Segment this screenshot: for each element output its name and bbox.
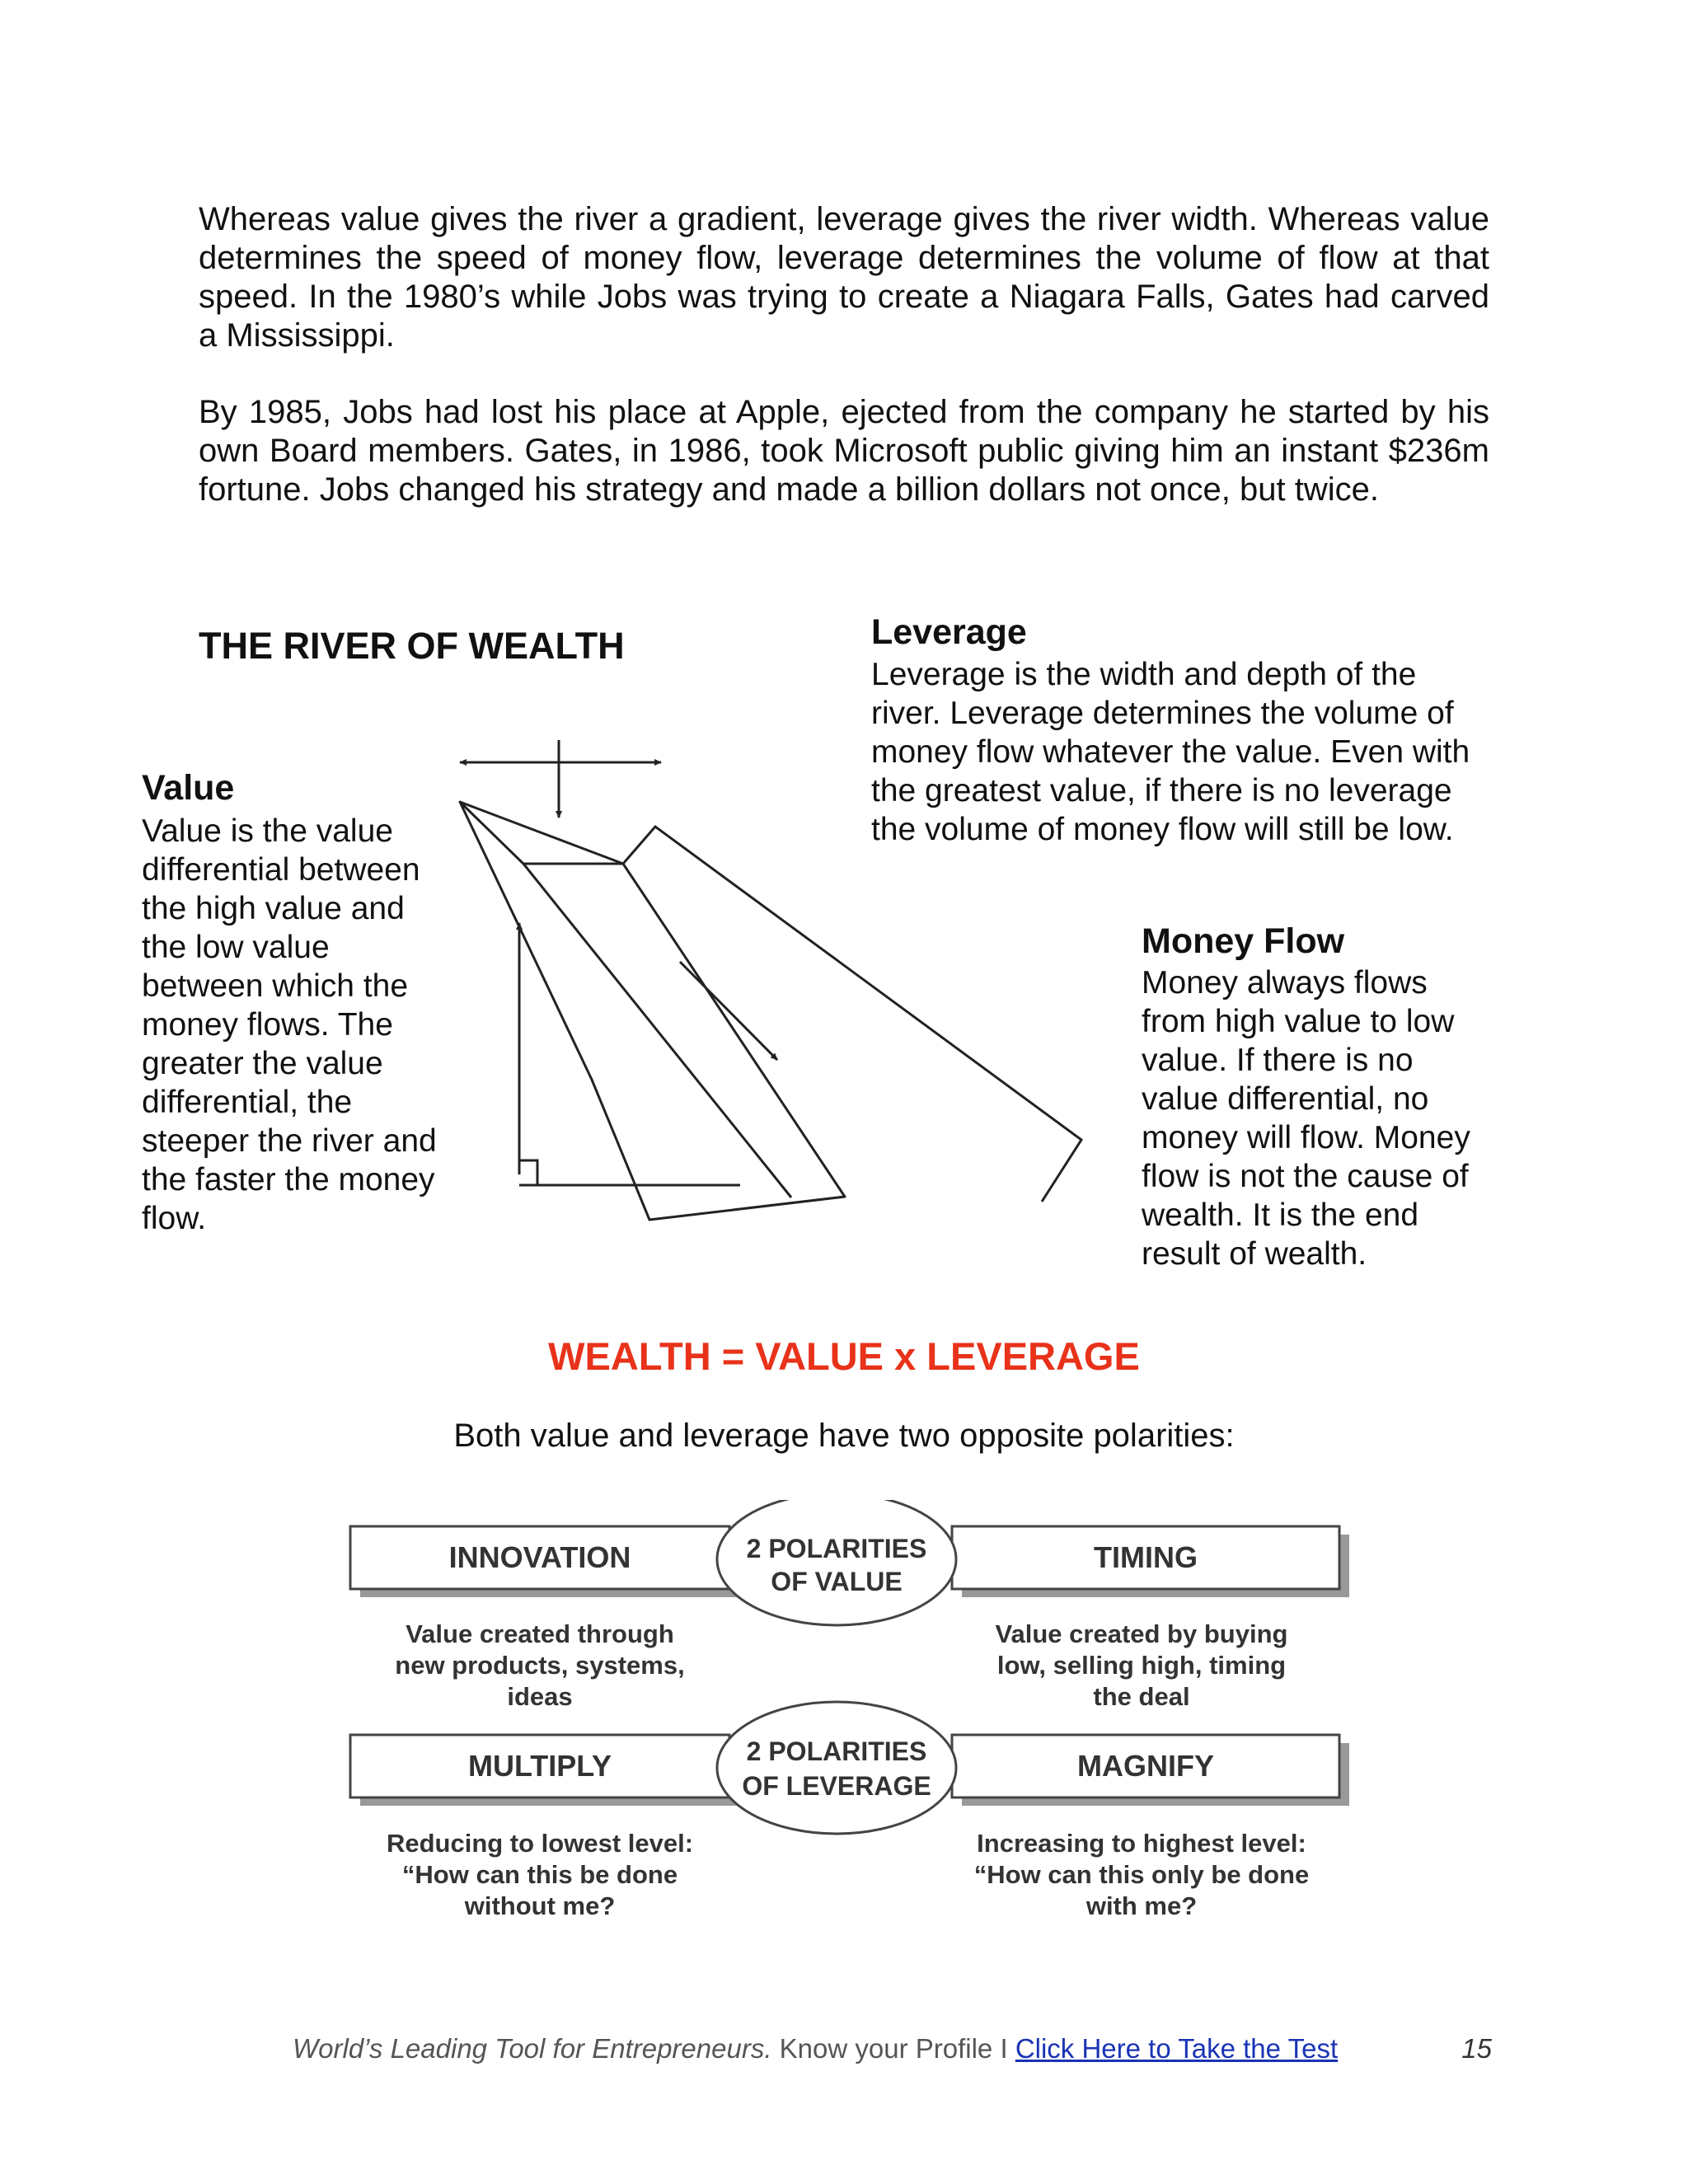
leverage-description: Leverage is the width and depth of the river. Leverage determines the volume of money flow whatever the value. Even with the greatest value, if there is no leverage the volume of money flow will still be low.: [871, 657, 1470, 847]
timing-label: TIMING: [1094, 1540, 1198, 1574]
leverage-title: Leverage: [871, 612, 1027, 652]
intro-paragraph-1: Whereas value gives the river a gradient, leverage gives the river width. Whereas value determines the speed of money flow, leverage determines the volume of flow at that speed. In the 1980’s while Jobs was trying to create a Niagara Falls, Gates had carved a Mississippi.: [199, 201, 1489, 354]
value-center-line-1: 2 POLARITIES: [746, 1534, 927, 1563]
magnify-label: MAGNIFY: [1077, 1749, 1214, 1783]
polarities-intro: Both value and leverage have two opposite polarities:: [453, 1418, 1235, 1454]
magnify-desc-1: Increasing to highest level:: [977, 1829, 1306, 1858]
innovation-label: INNOVATION: [448, 1540, 631, 1574]
value-title: Value: [142, 768, 235, 808]
polarities-diagram: [330, 1500, 1368, 1945]
river-channel: [460, 802, 845, 1220]
footer-profile-text: Know your Profile: [771, 2033, 1001, 2064]
footer-tagline: World’s Leading Tool for Entrepreneurs.: [293, 2033, 772, 2064]
innovation-desc-3: ideas: [507, 1682, 573, 1711]
value-center-line-2: OF VALUE: [771, 1567, 903, 1596]
magnify-desc-3: with me?: [1085, 1891, 1198, 1920]
value-description: Value is the value differential between the high value and the low value between which the money flows. The greater the value differential, the steeper the river and the faster the money flow.: [142, 813, 437, 1236]
timing-desc-1: Value created by buying: [995, 1619, 1288, 1648]
multiply-desc-3: without me?: [464, 1891, 616, 1920]
footer: [293, 2033, 1492, 2064]
river-diagram: [445, 725, 1104, 1236]
timing-desc-3: the deal: [1093, 1682, 1190, 1711]
take-test-link[interactable]: Click Here to Take the Test: [1015, 2033, 1339, 2064]
right-angle-mark: [519, 1160, 537, 1185]
innovation-desc-2: new products, systems,: [395, 1651, 685, 1680]
page-number: 15: [1461, 2033, 1492, 2064]
flow-direction-arrow: [680, 962, 777, 1060]
innovation-desc-1: Value created through: [406, 1619, 674, 1648]
leverage-center-line-2: OF LEVERAGE: [742, 1771, 931, 1801]
multiply-desc-2: “How can this be done: [401, 1860, 678, 1889]
footer-separator: I: [1000, 2033, 1008, 2064]
leverage-polarities-ellipse: [717, 1702, 956, 1834]
river-of-wealth-heading: THE RIVER OF WEALTH: [199, 625, 625, 667]
magnify-desc-2: “How can this only be done: [973, 1860, 1310, 1889]
multiply-desc-1: Reducing to lowest level:: [386, 1829, 694, 1858]
multiply-label: MULTIPLY: [467, 1749, 612, 1783]
money-flow-description: Money always flows from high value to low value. If there is no value differential, no money will flow. Money flow is not the cause of wealth. It is the end result of wealth.: [1142, 965, 1470, 1272]
river-far-bank: [623, 827, 1081, 1202]
wealth-formula: WEALTH = VALUE x LEVERAGE: [548, 1334, 1140, 1378]
money-flow-title: Money Flow: [1142, 921, 1345, 961]
intro-paragraph-2: By 1985, Jobs had lost his place at Apple, ejected from the company he started by his own Board members. Gates, in 1986, took Microsoft public giving him an instant $236m fortune. Jobs changed his strategy and made a billion dollars not once, but twice.: [199, 394, 1489, 508]
timing-desc-2: low, selling high, timing: [996, 1651, 1287, 1680]
leverage-center-line-1: 2 POLARITIES: [746, 1736, 927, 1766]
